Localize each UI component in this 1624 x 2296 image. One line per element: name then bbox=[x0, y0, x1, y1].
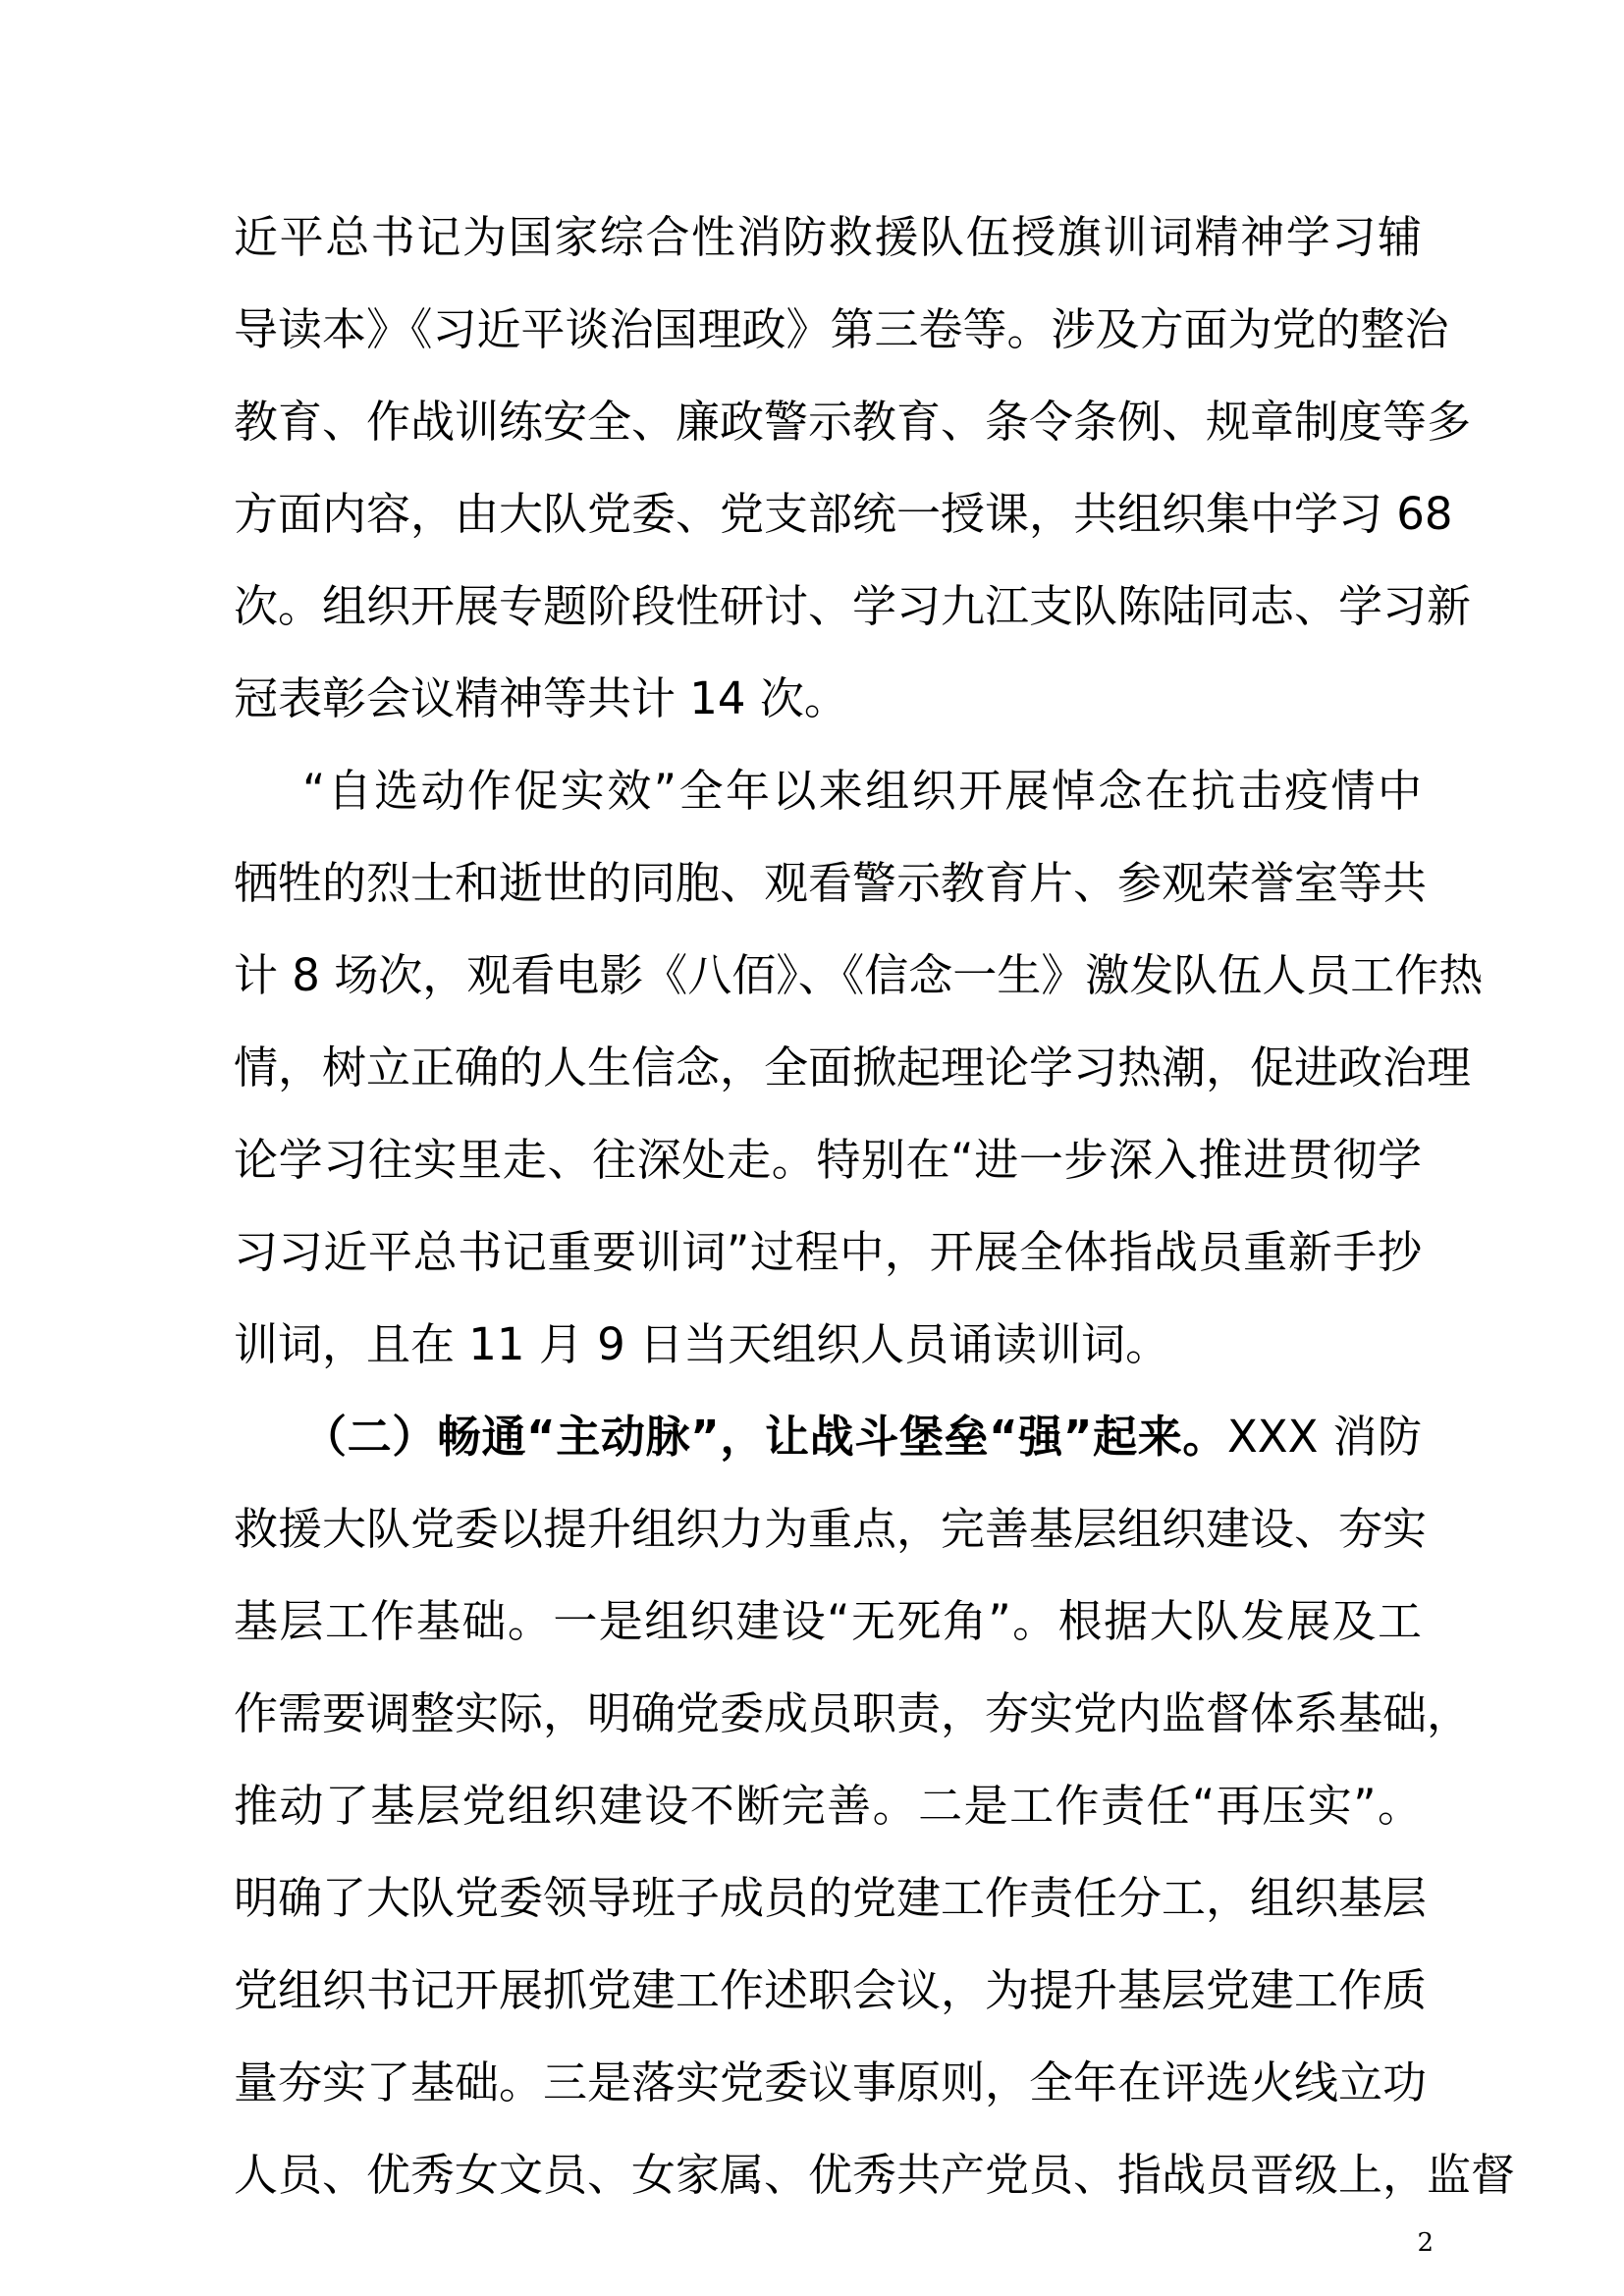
text-line: 次。组织开展专题阶段性研讨、学习九江支队陈陆同志、学习新 bbox=[234, 580, 1472, 632]
section-heading-rest: XXX 消防 bbox=[1226, 1411, 1422, 1463]
text-line: 近平总书记为国家综合性消防救援队伍授旗训词精神学习辅 bbox=[234, 211, 1422, 263]
text-line: 冠表彰会议精神等共计 14 次。 bbox=[234, 672, 848, 724]
text-line: 党组织书记开展抓党建工作述职会议，为提升基层党建工作质 bbox=[234, 1964, 1428, 2016]
text-line: 教育、作战训练安全、廉政警示教育、条令条例、规章制度等多 bbox=[234, 396, 1472, 448]
text-line: 论学习往实里走、往深处走。特别在“进一步深入推进贯彻学 bbox=[234, 1134, 1422, 1186]
text-line: 训词，且在 11 月 9 日当天组织人员诵读训词。 bbox=[234, 1318, 1170, 1370]
text-line: 牺牲的烈士和逝世的同胞、观看警示教育片、参观荣誉室等共 bbox=[234, 857, 1428, 909]
text-line: 导读本》《习近平谈治国理政》第三卷等。涉及方面为党的整治 bbox=[234, 303, 1449, 355]
text-line: 情，树立正确的人生信念，全面掀起理论学习热潮，促进政治理 bbox=[234, 1041, 1472, 1094]
text-line: 人员、优秀女文员、女家属、优秀共产党员、指战员晋级上，监督 bbox=[234, 2149, 1516, 2201]
page-number: 2 bbox=[1417, 2228, 1434, 2258]
text-line: 基层工作基础。一是组织建设“无死角”。根据大队发展及工 bbox=[234, 1595, 1422, 1647]
text-line: 救援大队党委以提升组织力为重点，完善基层组织建设、夯实 bbox=[234, 1503, 1428, 1555]
text-line: 明确了大队党委领导班子成员的党建工作责任分工，组织基层 bbox=[234, 1872, 1428, 1924]
text-line: 计 8 场次，观看电影《八佰》、《信念一生》激发队伍人员工作热 bbox=[234, 949, 1484, 1001]
text-line: 量夯实了基础。三是落实党委议事原则，全年在评选火线立功 bbox=[234, 2056, 1428, 2109]
section-heading-line bbox=[302, 1408, 1422, 1467]
section-heading: （二）畅通“主动脉”，让战斗堡垒“强”起来。 bbox=[302, 1411, 1227, 1463]
text-line: 作需要调整实际，明确党委成员职责，夯实党内监督体系基础， bbox=[234, 1687, 1472, 1739]
text-line: “自选动作促实效”全年以来组织开展悼念在抗击疫情中 bbox=[302, 765, 1422, 817]
text-line: 习习近平总书记重要训词”过程中，开展全体指战员重新手抄 bbox=[234, 1226, 1422, 1278]
text-line: 方面内容，由大队党委、党支部统一授课，共组织集中学习 68 bbox=[234, 488, 1453, 540]
text-line: 推动了基层党组织建设不断完善。二是工作责任“再压实”。 bbox=[234, 1780, 1422, 1832]
